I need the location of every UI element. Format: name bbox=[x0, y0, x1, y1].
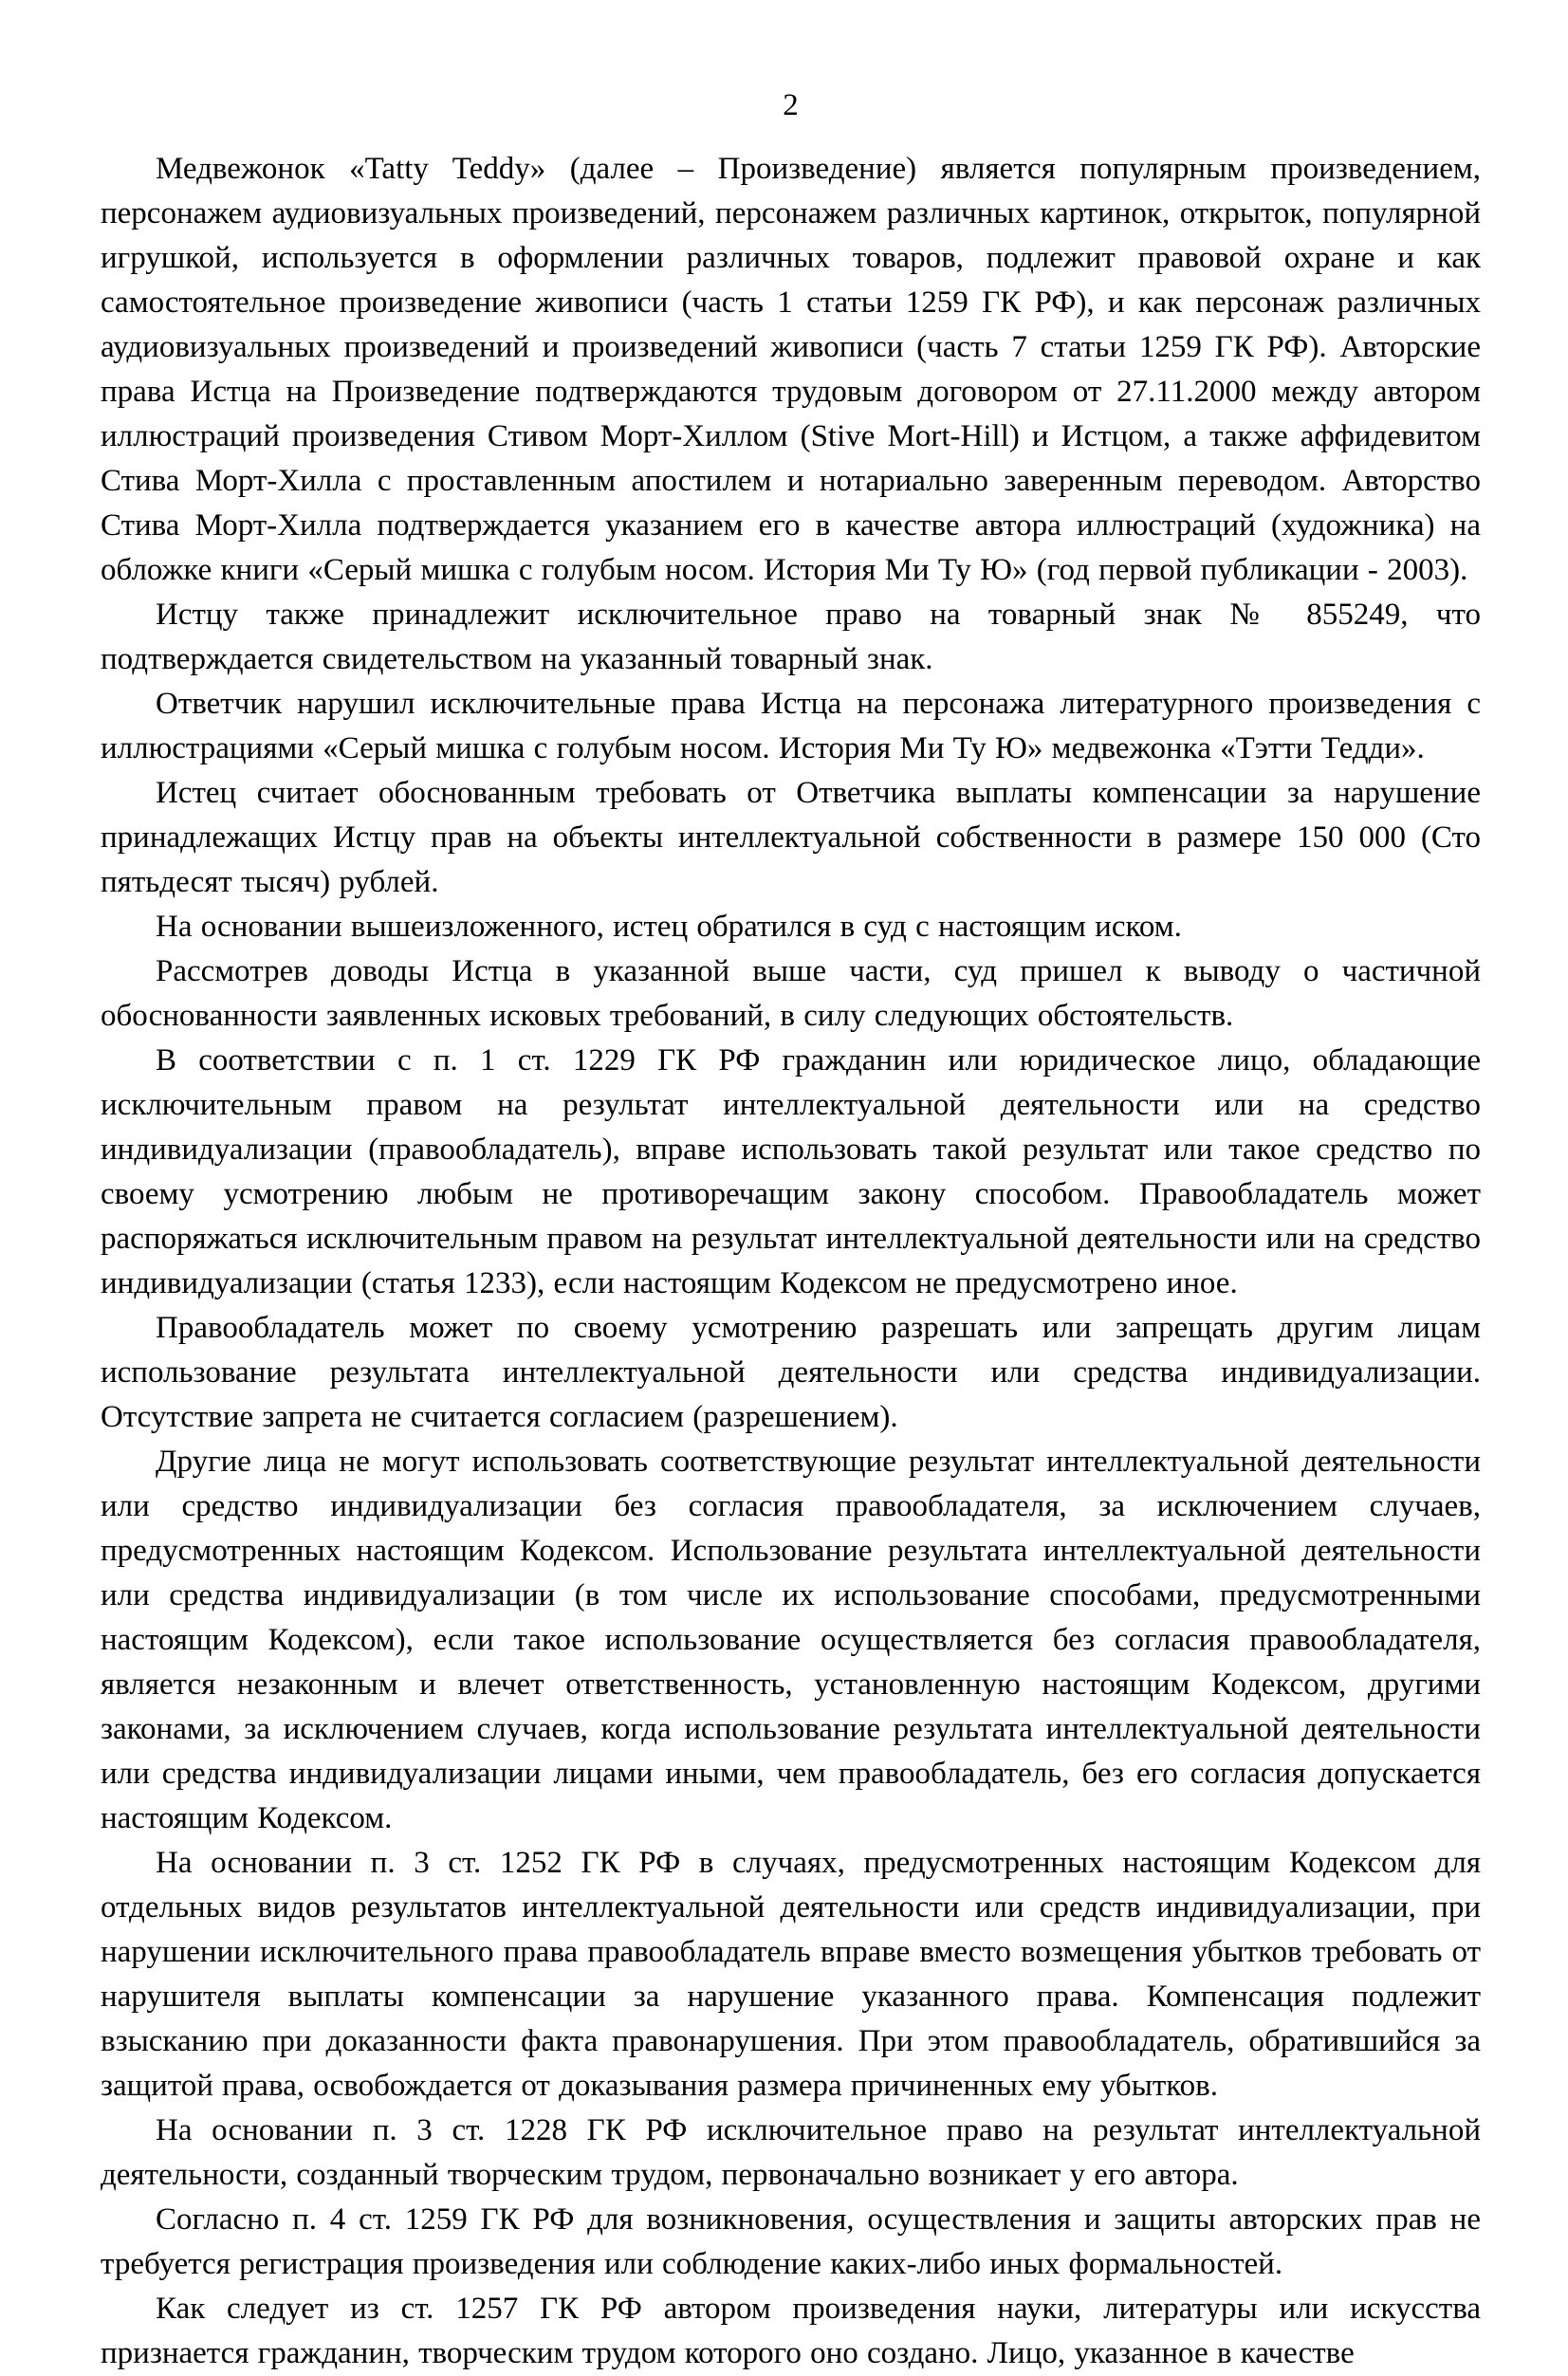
paragraph: Рассмотрев доводы Истца в указанной выше части, суд пришел к выводу о частичной обоснованности заявленных исковых требований, в силу следующих обстоятельств. bbox=[101, 954, 1481, 1033]
paragraph: Правообладатель может по своему усмотрению разрешать или запрещать другим лицам использование результата интеллектуальной деятельности или средства индивидуализации. Отсутствие запрета не считается согласием (разрешением). bbox=[101, 1311, 1481, 1434]
document-body bbox=[101, 147, 1481, 2376]
paragraph: Ответчик нарушил исключительные права Истца на персонажа литературного произведения с иллюстрациями «Серый мишка с голубым носом. История Ми Ту Ю» медвежонка «Тэтти Тедди». bbox=[101, 687, 1481, 765]
paragraph: На основании п. 3 ст. 1228 ГК РФ исключительное право на результат интеллектуальной деятельности, созданный творческим трудом, первоначально возникает у его автора. bbox=[101, 2113, 1481, 2192]
paragraph: На основании вышеизложенного, истец обратился в суд с настоящим иском. bbox=[156, 910, 1182, 944]
paragraph: Другие лица не могут использовать соответствующие результат интеллектуальной деятельности или средство индивидуализации без согласия правообладателя, за исключением случаев, предусмотренных настоящим Кодексом. Использование результата интеллектуальной деятельности или средства индивидуализации (в том числе их использование способами, предусмотренными настоящим Кодексом), если такое использование осуществляется без согласия правообладателя, является незаконным и влечет ответственность, установленную настоящим Кодексом, другими законами, за исключением случаев, когда использование результата интеллектуальной деятельности или средства индивидуализации лицами иными, чем правообладатель, без его согласия допускается настоящим Кодексом. bbox=[101, 1445, 1481, 1835]
paragraph: Как следует из ст. 1257 ГК РФ автором произведения науки, литературы или искусства признается гражданин, творческим трудом которого оно создано. Лицо, указанное в качестве bbox=[101, 2292, 1481, 2370]
paragraph: Медвежонок «Tatty Teddy» (далее – Произведение) является популярным произведением, персонажем аудиовизуальных произведений, персонажем различных картинок, открыток, популярной игрушкой, используется в оформлении различных товаров, подлежит правовой охране и как самостоятельное произведение живописи (часть 1 статьи 1259 ГК РФ), и как персонаж различных аудиовизуальных произведений и произведений живописи (часть 7 статьи 1259 ГК РФ). Авторские права Истца на Произведение подтверждаются трудовым договором от 27.11.2000 между автором иллюстраций произведения Стивом Морт-Хиллом (Stive Mort-Hill) и Истцом, а также аффидевитом Стива Морт-Хилла с проставленным апостилем и нотариально заверенным переводом. Авторство Стива Морт-Хилла подтверждается указанием его в качестве автора иллюстраций (художника) на обложке книги «Серый мишка с голубым носом. История Ми Ту Ю» (год первой публикации - 2003). bbox=[101, 152, 1481, 587]
page-number: 2 bbox=[783, 88, 799, 122]
paragraph: Истцу также принадлежит исключительное право на товарный знак № 855249, что подтверждается свидетельством на указанный товарный знак. bbox=[101, 598, 1481, 676]
paragraph: Согласно п. 4 ст. 1259 ГК РФ для возникновения, осуществления и защиты авторских прав не требуется регистрация произведения или соблюдение каких-либо иных формальностей. bbox=[101, 2202, 1481, 2281]
paragraph: В соответствии с п. 1 ст. 1229 ГК РФ гражданин или юридическое лицо, обладающие исключительным правом на результат интеллектуальной деятельности или на средство индивидуализации (правообладатель), вправе использовать такой результат или такое средство по своему усмотрению любым не противоречащим закону способом. Правообладатель может распоряжаться исключительным правом на результат интеллектуальной деятельности или на средство индивидуализации (статья 1233), если настоящим Кодексом не предусмотрено иное. bbox=[101, 1043, 1481, 1300]
paragraph: На основании п. 3 ст. 1252 ГК РФ в случаях, предусмотренных настоящим Кодексом для отдельных видов результатов интеллектуальной деятельности или средств индивидуализации, при нарушении исключительного права правообладатель вправе вместо возмещения убытков требовать от нарушителя выплаты компенсации за нарушение указанного права. Компенсация подлежит взысканию при доказанности факта правонарушения. При этом правообладатель, обратившийся за защитой права, освобождается от доказывания размера причиненных ему убытков. bbox=[101, 1846, 1481, 2103]
paragraph: Истец считает обоснованным требовать от Ответчика выплаты компенсации за нарушение принадлежащих Истцу прав на объекты интеллектуальной собственности в размере 150 000 (Сто пятьдесят тысяч) рублей. bbox=[101, 776, 1481, 899]
